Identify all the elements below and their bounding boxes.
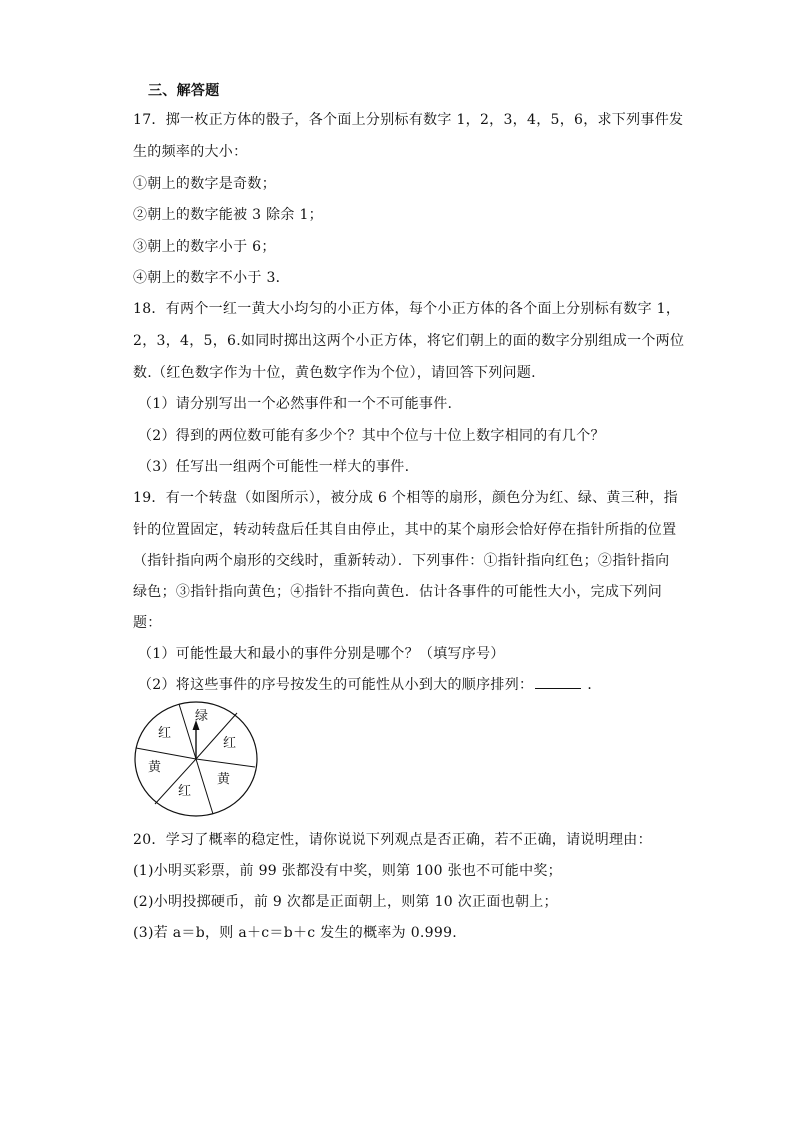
- sector-divider: [136, 748, 196, 759]
- q19-stem-line5: 题：: [133, 615, 162, 631]
- sector-label: 黄: [148, 760, 162, 775]
- q17-item-1: ①朝上的数字是奇数；: [133, 176, 276, 192]
- q19-stem-line4: 绿色；③指针指向黄色；④指针不指向黄色．估计各事件的可能性大小，完成下列问: [133, 584, 663, 600]
- sector-label: 绿: [195, 709, 209, 724]
- sector-label: 红: [158, 726, 172, 741]
- q18-item-2: （2）得到的两位数可能有多少个？其中个位与十位上数字相同的有几个？: [138, 428, 605, 444]
- q19-stem-line1: 19．有一个转盘（如图所示），被分成 6 个相等的扇形，颜色分为红、绿、黄三种，指: [133, 490, 678, 506]
- q17-stem-line2: 生的频率的大小：: [133, 144, 248, 160]
- q17-item-3: ③朝上的数字小于 6；: [133, 239, 276, 255]
- sector-divider: [196, 759, 255, 767]
- q19-item-2-text: （2）将这些事件的序号按发生的可能性从小到大的顺序排列：: [138, 677, 534, 693]
- q18-item-1: （1）请分别写出一个必然事件和一个不可能事件.: [138, 396, 453, 412]
- q19-stem-line3: （指针指向两个扇形的交线时，重新转动）．下列事件：①指针指向红色；②指针指向: [133, 553, 670, 569]
- q19-item-2: [138, 676, 602, 694]
- q18-stem-line2: 2，3，4，5，6.如同时掷出这两个小正方体，将它们朝上的面的数字分别组成一个两位: [133, 333, 685, 349]
- q20-item-2: (2)小明投掷硬币，前 9 次都是正面朝上，则第 10 次正面也朝上；: [133, 894, 558, 910]
- answer-blank: [535, 676, 581, 689]
- q19-item-2-end: ．: [587, 677, 602, 693]
- sector-label: 黄: [217, 772, 231, 787]
- sector-divider: [179, 704, 196, 759]
- q20-item-1: (1)小明买彩票，前 99 张都没有中奖，则第 100 张也不可能中奖；: [133, 863, 562, 879]
- q20-item-3: (3)若 a＝b，则 a＋c＝b＋c 发生的概率为 0.999.: [133, 925, 458, 941]
- q20-stem: 20．学习了概率的稳定性，请你说说下列观点是否正确，若不正确，请说明理由：: [133, 832, 652, 848]
- q18-stem-line1: 18．有两个一红一黄大小均匀的小正方体，每个小正方体的各个面上分别标有数字 1，: [133, 301, 681, 317]
- q18-item-3: （3）任写出一组两个可能性一样大的事件.: [138, 459, 410, 475]
- sector-divider: [196, 759, 213, 814]
- section-heading: 三、解答题: [148, 83, 220, 99]
- spinner-figure: [133, 700, 259, 818]
- q19-item-1: （1）可能性最大和最小的事件分别是哪个？（填写序号）: [138, 646, 505, 662]
- sector-label: 红: [223, 736, 237, 751]
- q17-stem-line1: 17．掷一枚正方体的骰子，各个面上分别标有数字 1，2，3，4，5，6，求下列事件发: [133, 112, 684, 128]
- sector-label: 红: [178, 784, 192, 799]
- q17-item-4: ④朝上的数字不小于 3．: [133, 270, 290, 286]
- q17-item-2: ②朝上的数字能被 3 除余 1；: [133, 207, 323, 223]
- q18-stem-line3: 数.（红色数字作为十位，黄色数字作为个位），请回答下列问题.: [133, 365, 536, 381]
- q19-stem-line2: 针的位置固定，转动转盘后任其自由停止，其中的某个扇形会恰好停在指针所指的位置: [133, 522, 677, 538]
